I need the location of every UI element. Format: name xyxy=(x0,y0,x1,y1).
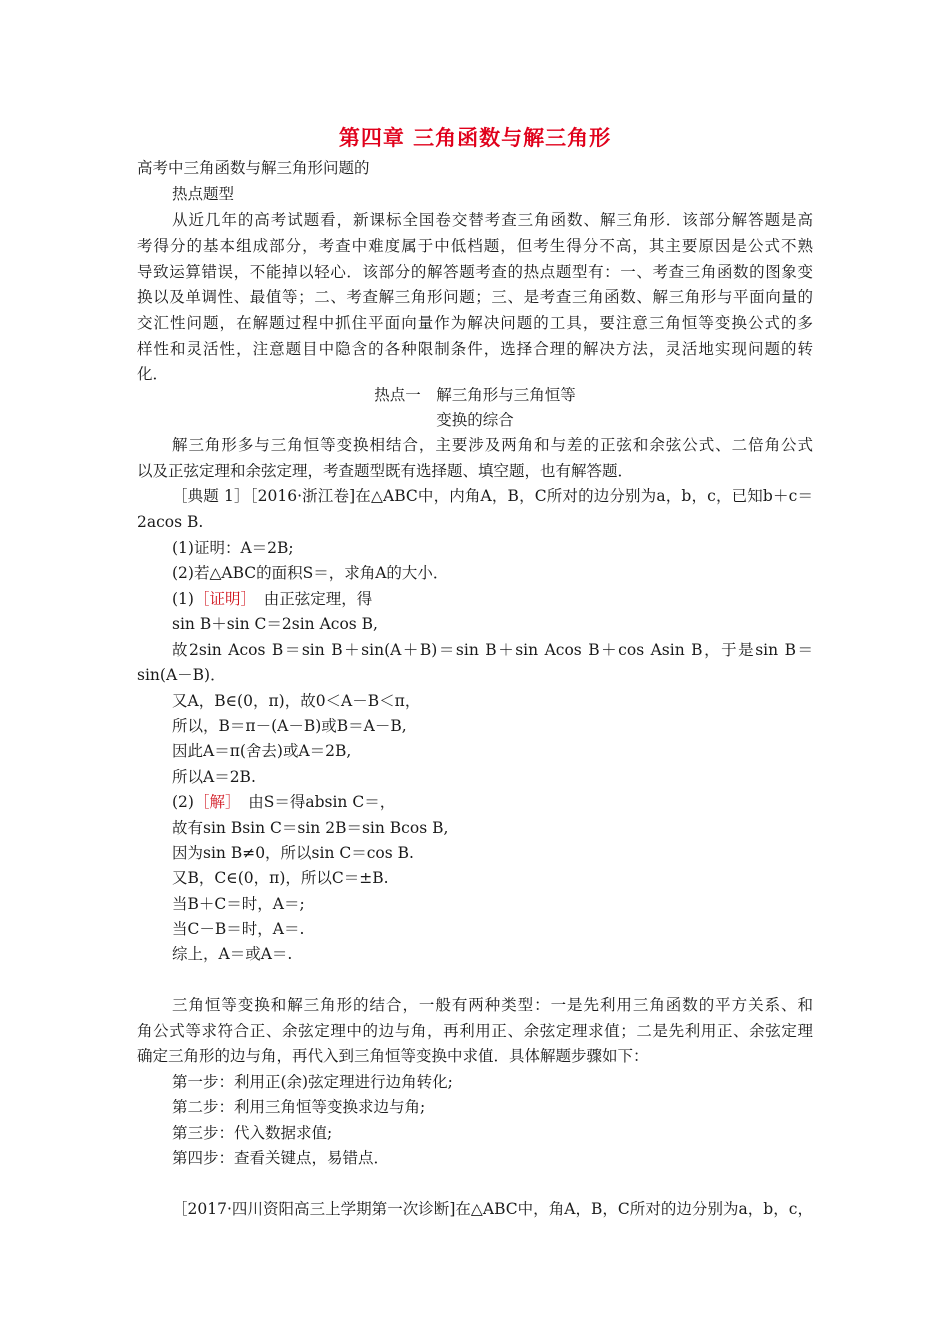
method-paragraph-line: 确定三角形的边与角，再代入到三角恒等变换中求值．具体解题步骤如下： xyxy=(137,1047,649,1065)
example-question-1: (1)证明：A＝2B; xyxy=(172,539,294,557)
solution-line: 故2sin Acos B＝sin B＋sin(A＋B)＝sin B＋sin Acos B＋cos Asin B，于是sin B＝ xyxy=(172,641,813,659)
solution-line: 所以A＝2B. xyxy=(172,768,256,786)
solution-text: 由S＝得absin C＝， xyxy=(232,793,396,811)
intro-heading-1: 高考中三角函数与解三角形问题的 xyxy=(137,159,370,177)
solution-line: 又B，C∈(0，π)，所以C＝±B. xyxy=(172,869,389,887)
example-statement-line: 2acos B. xyxy=(137,513,204,531)
hotspot-paragraph-line: 解三角形多与三角恒等变换相结合，主要涉及两角和与差的正弦和余弦公式、二倍角公式 xyxy=(172,436,813,454)
solution-line: sin(A－B)． xyxy=(137,666,226,684)
hotspot-heading-2: 变换的综合 xyxy=(436,411,514,429)
solution-text: 由正弦定理，得 xyxy=(248,590,373,608)
proof-tag: ［证明］ xyxy=(193,590,249,608)
intro-paragraph-line: 考得分的基本组成部分，考查中难度属于中低档题，但考生得分不高，其主要原因是公式不熟 xyxy=(137,237,813,255)
solution-line: 因为sin B≠0，所以sin C＝cos B. xyxy=(172,844,414,862)
intro-paragraph-line: 从近几年的高考试题看，新课标全国卷交替考查三角函数、解三角形．该部分解答题是高 xyxy=(172,211,813,229)
solution-line: 故有sin Bsin C＝sin 2B＝sin Bcos B, xyxy=(172,819,449,837)
solution-line: 当B＋C＝时，A＝; xyxy=(172,895,305,913)
solution-line: 所以，B＝π－(A－B)或B＝A－B, xyxy=(172,717,407,735)
solution-part-2-header xyxy=(172,790,395,814)
intro-paragraph-line: 换以及单调性、最值等；二、考查解三角形问题；三、是考查三角函数、解三角形与平面向量的 xyxy=(137,288,813,306)
method-step: 第四步：查看关键点，易错点． xyxy=(172,1149,390,1167)
hotspot-paragraph-line: 以及正弦定理和余弦定理，考查题型既有选择题、填空题，也有解答题． xyxy=(137,462,634,480)
chapter-title: 第四章 三角函数与解三角形 xyxy=(338,126,612,150)
intro-paragraph-line: 交汇性问题，在解题过程中抓住平面向量作为解决问题的工具，要注意三角恒等变换公式的多 xyxy=(137,314,813,332)
method-step: 第一步：利用正(余)弦定理进行边角转化; xyxy=(172,1073,453,1091)
solution-line: sin B＋sin C＝2sin Acos B, xyxy=(172,615,378,633)
solution-part-1-header xyxy=(172,587,372,611)
intro-paragraph-line: 样性和灵活性，注意题目中隐含的各种限制条件，选择合理的解决方法，灵活地实现问题的转 xyxy=(137,340,813,358)
solution-tag: ［解］ xyxy=(193,793,233,811)
practice-statement-line: ［2017·四川资阳高三上学期第一次诊断]在△ABC中，角A，B，C所对的边分别为a，b，c， xyxy=(172,1200,813,1218)
method-step: 第二步：利用三角恒等变换求边与角; xyxy=(172,1098,426,1116)
method-paragraph-line: 角公式等求符合正、余弦定理中的边与角，再利用正、余弦定理求值；二是先利用正、余弦定理 xyxy=(137,1022,813,1040)
solution-line: 因此A＝π(舍去)或A＝2B, xyxy=(172,742,352,760)
solution-line: 又A，B∈(0，π)，故0＜A－B＜π， xyxy=(172,692,421,710)
solution-line: 当C－B＝时，A＝. xyxy=(172,920,305,938)
solution-line: 综上，A＝或A＝. xyxy=(172,945,293,963)
part-number: (1) xyxy=(172,590,194,608)
intro-heading-2: 热点题型 xyxy=(172,185,235,203)
method-paragraph-line: 三角恒等变换和解三角形的结合，一般有两种类型：一是先利用三角函数的平方关系、和 xyxy=(172,996,813,1014)
intro-paragraph-line: 导致运算错误，不能掉以轻心．该部分的解答题考查的热点题型有：一、考查三角函数的图象变 xyxy=(137,263,813,281)
hotspot-heading-1: 热点一 解三角形与三角恒等 xyxy=(374,386,576,404)
intro-paragraph-line: 化． xyxy=(137,365,169,383)
part-number: (2) xyxy=(172,793,194,811)
method-step: 第三步：代入数据求值; xyxy=(172,1124,333,1142)
example-statement-line: ［典题 1］［2016·浙江卷]在△ABC中，内角A，B，C所对的边分别为a，b，c，已知b＋c＝ xyxy=(172,487,813,505)
example-question-2: (2)若△ABC的面积S＝，求角A的大小． xyxy=(172,564,449,582)
